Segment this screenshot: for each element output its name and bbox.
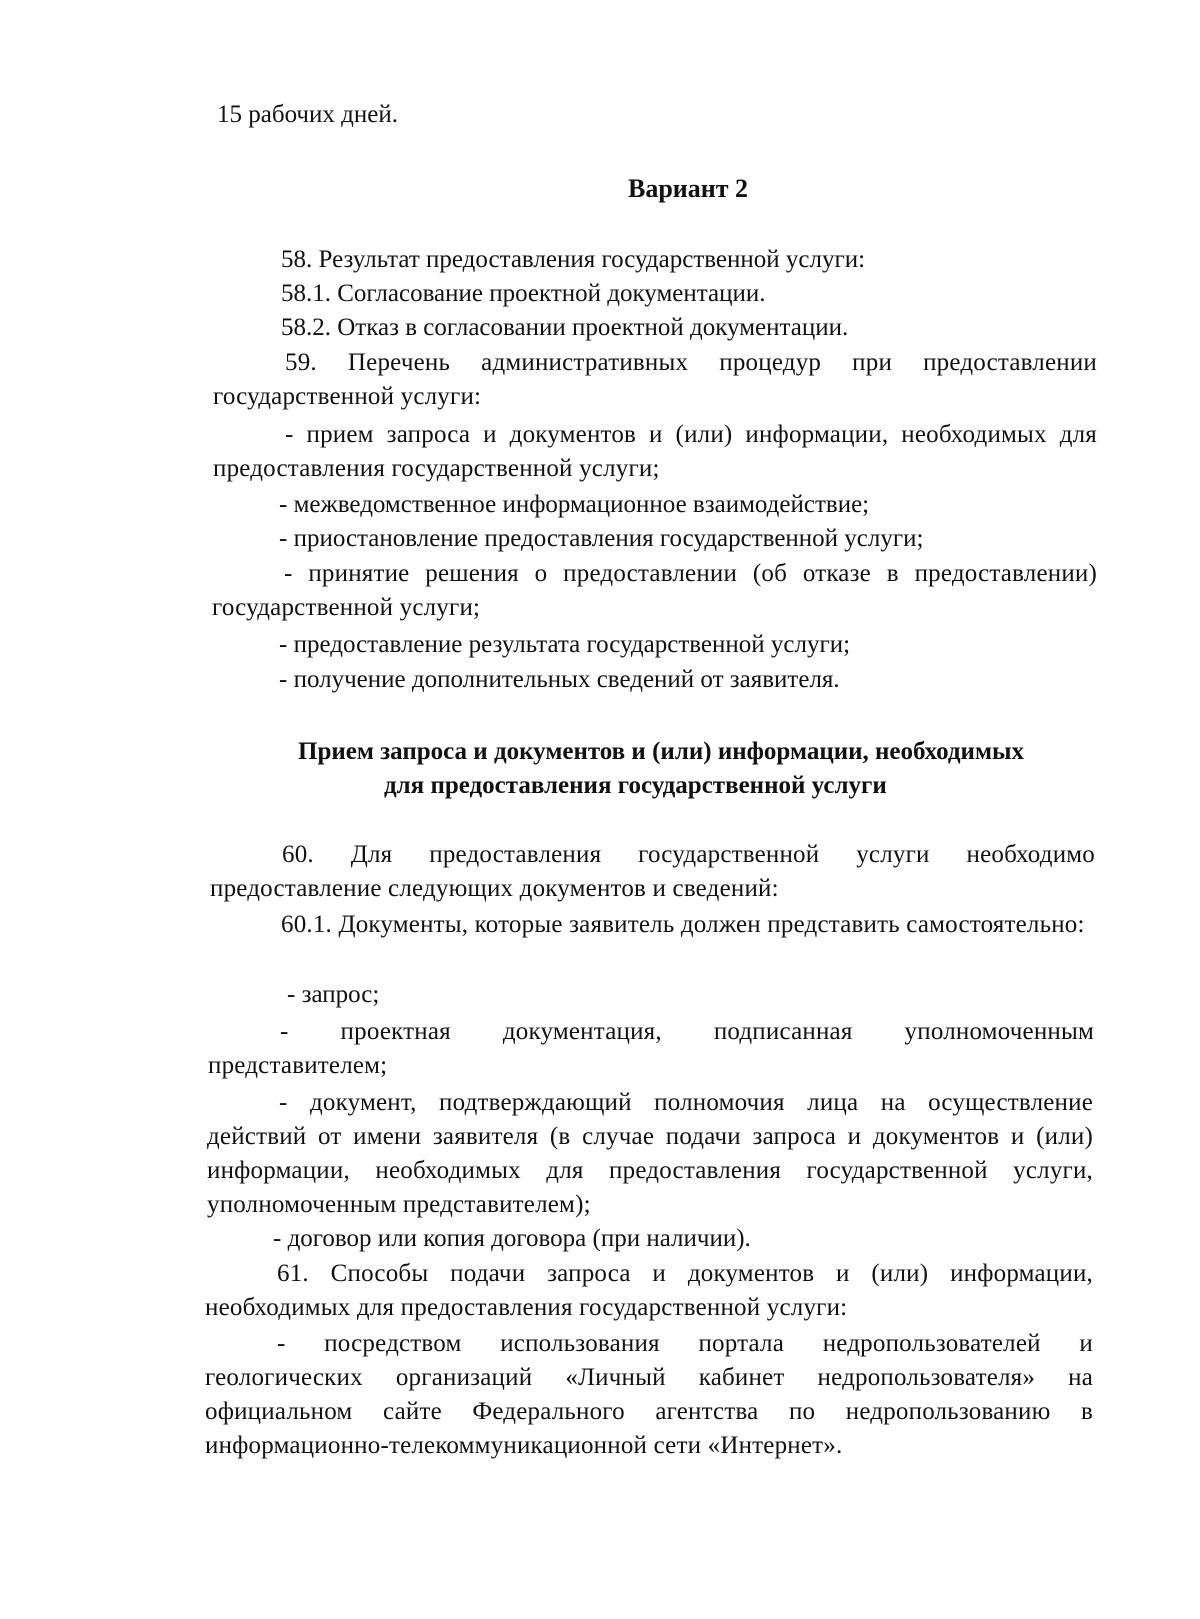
list-item: - запрос; [287,981,380,1008]
list-item: - договор или копия договора (при наличии). [273,1225,751,1252]
paragraph-61: 61. Способы подачи запроса и документов и (или) информации, необходимых для предоставления государственной услуги: [205,1260,1093,1321]
paragraph-60-1: 60.1. Документы, которые заявитель должен представить самостоятельно: [281,911,1085,938]
paragraph-58-2: 58.2. Отказ в согласовании проектной документации. [281,314,849,341]
list-item: - предоставление результата государственной услуги; [279,631,851,658]
list-item: - принятие решения о предоставлении (об отказе в предоставлении) государственной услуги; [212,560,1097,621]
list-item: - посредством использования портала недропользователей и геологических организаций «Личный кабинет недропользователя» на официальном сайте Федерального агентства по недропользованию в информационно-телекоммуникационной сети «Интернет». [205,1330,1093,1459]
list-item: - приостановление предоставления государственной услуги; [279,525,924,552]
paragraph-60: 60. Для предоставления государственной услуги необходимо предоставление следующих документов и сведений: [210,841,1095,902]
paragraph-58-1: 58.1. Согласование проектной документации. [281,280,766,307]
paragraph-58: 58. Результат предоставления государственной услуги: [281,246,866,273]
paragraph-59: 59. Перечень административных процедур при предоставлении государственной услуги: [213,349,1097,410]
list-item: - проектная документация, подписанная уполномоченным представителем; [208,1018,1094,1079]
list-item: - прием запроса и документов и (или) информации, необходимых для предоставления государственной услуги; [213,421,1097,482]
list-item: - документ, подтверждающий полномочия лица на осуществление действий от имени заявителя (в случае подачи запроса и документов и (или) информации, необходимых для предоставления государственной услуги, уполномоченным представителем); [207,1089,1093,1218]
continuation-text: 15 рабочих дней. [217,101,398,128]
section-heading-line2: для предоставления государственной услуги [384,772,887,799]
section-heading-line1: Прием запроса и документов и (или) информации, необходимых [298,738,1025,765]
list-item: - межведомственное информационное взаимодействие; [279,491,870,518]
variant-heading: Вариант 2 [628,174,749,203]
list-item: - получение дополнительных сведений от заявителя. [279,666,840,693]
